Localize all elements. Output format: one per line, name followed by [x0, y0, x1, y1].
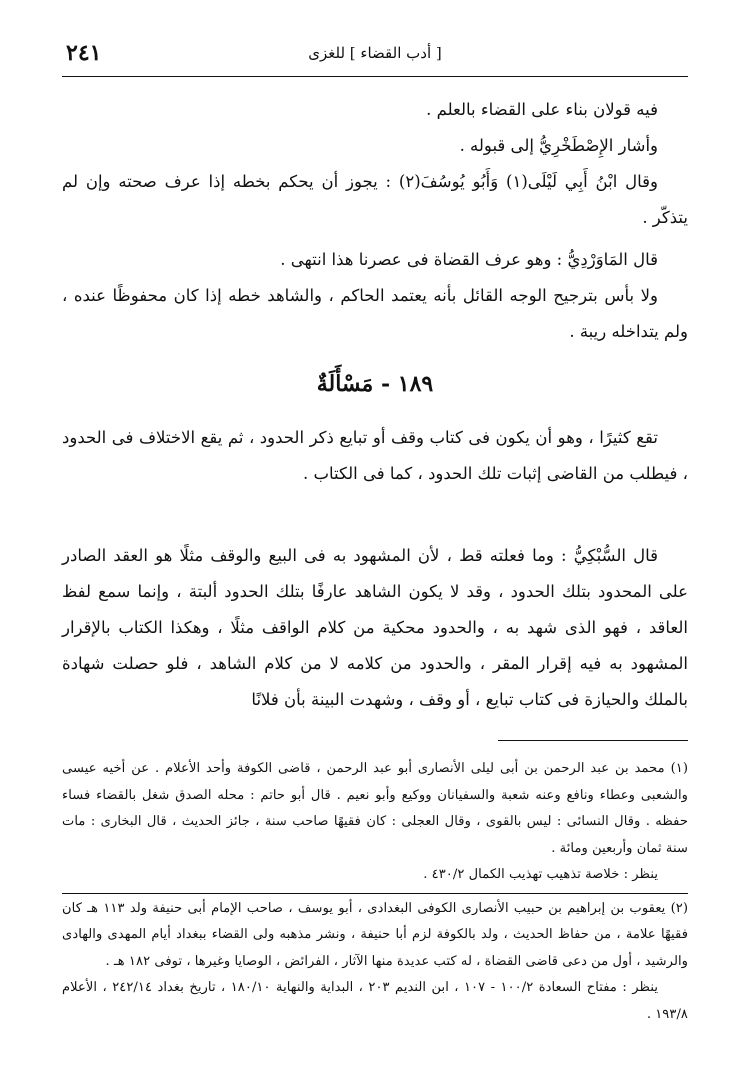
footnotes — [62, 756, 688, 1028]
section-heading: ١٨٩ - مَسْأَلَةٌ — [316, 371, 434, 397]
footnote-2-source: ينظر : مفتاح السعادة ١٠٠/٢ - ١٠٧ ، ابن النديم ٢٠٣ ، البداية والنهاية ١٨٠/١٠ ، تاريخ بغداد ٢٤٢/١٤ ، الأعلام ١٩٣/٨ . — [62, 980, 688, 1022]
paragraph: وأشار الإِصْطَخْرِيُّ إلى قبوله . — [459, 136, 658, 155]
running-title: [ أدب القضاء ] للغزى — [308, 44, 442, 62]
paragraph: ولا بأس بترجيح الوجه القائل بأنه يعتمد الحاكم ، والشاهد خطه إذا كان محفوظًا عنده ، ولم يتداخله ريبة . — [62, 286, 688, 341]
footnote-2: (٢) يعقوب بن إبراهيم بن حبيب الأنصارى الكوفى البغدادى ، أبو يوسف ، صاحب الإمام أبى حنيفة ولد ١١٣ هـ كان فقيهًا علامة ، من حفاظ الحديث ، ولد بالكوفة لزم أبا حنيفة ، ونشر مذهبه ولى القضاء ببغداد أيام المهدى والهادى والرشيد ، أول من دعى قاضى القضاة ، له كتب عديدة منها الآثار ، الفرائض ، الوصايا وغيرها ، توفى ١٨٢ هـ . — [62, 900, 689, 969]
paragraph: وقال ابْنُ أَبِي لَيْلَى(١) وَأَبُو يُوسُفَ(٢) : يجوز أن يحكم بخطه إذا عرف صحته وإن لم يتذكّر . — [62, 172, 688, 227]
page-number: ٢٤١ — [66, 40, 102, 66]
page-header — [62, 36, 688, 77]
footnote-divider — [498, 740, 688, 741]
paragraph: قال المَاوَرْدِيُّ : وهو عرف القضاة فى عصرنا هذا انتهى . — [280, 250, 658, 269]
main-text — [62, 92, 688, 718]
paragraph: قال السُّبْكِيُّ : وما فعلته قط ، لأن المشهود به فى البيع والوقف مثلًا هو العقد الصادر على المحدود بتلك الحدود ، وقد لا يكون الشاهد عارفًا بتلك الحدود ألبتة ، وإنما سمع لفظ العاقد ، فهو الذى شهد به ، والحدود محكية من كلام الواقف مثلًا ، وهكذا الكتاب بالإقرار المشهود به فيه إقرار المقر ، والحدود من كلامه لا من كلام الشاهد ، فلو حصلت شهادة بالملك والحيازة فى كتاب تبايع ، أو وقف ، وشهدت البينة بأن فلانًا — [62, 546, 688, 709]
spacer — [62, 492, 688, 538]
footnote-separator — [62, 893, 688, 894]
footnote-1: (١) محمد بن عبد الرحمن بن أبى ليلى الأنصارى أبو عبد الرحمن ، قاضى الكوفة وأحد الأعلام . عن أخيه عيسى والشعبى وعطاء ونافع وعنه شعبة والسفيانان ووكيع وأبو نعيم . قال أبو حاتم : محله الصدق شغل بالقضاء فساء حفظه . وقال النسائى : ليس بالقوى ، وقال العجلى : كان فقيهًا صاحب سنة ، جائز الحديث ، قال البخارى : مات سنة ثمان وأربعين ومائة . — [62, 761, 688, 856]
footnote-1-source: ينظر : خلاصة تذهيب تهذيب الكمال ٤٣٠/٢ . — [423, 867, 658, 882]
paragraph: فيه قولان بناء على القضاء بالعلم . — [426, 100, 658, 119]
paragraph: تقع كثيرًا ، وهو أن يكون فى كتاب وقف أو تبايع ذكر الحدود ، ثم يقع الاختلاف فى الحدود ، فيطلب من القاضى إثبات تلك الحدود ، كما فى الكتاب . — [62, 428, 688, 483]
